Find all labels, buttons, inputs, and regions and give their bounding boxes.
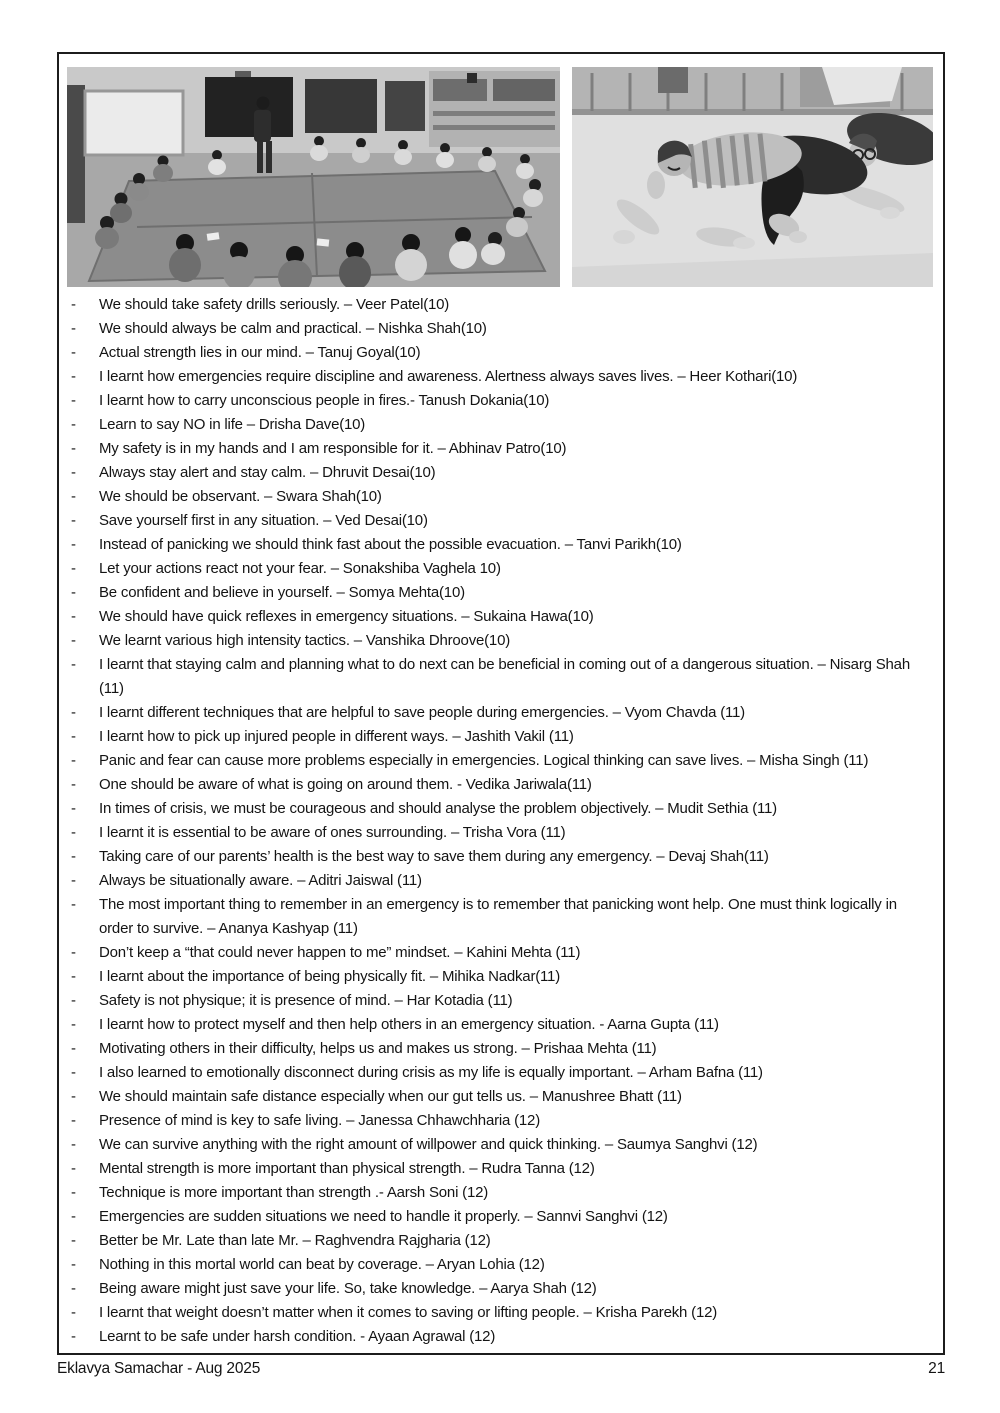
quote-text: I learnt that staying calm and planning what to do next can be beneficial in coming out of a dangerous situation. – Nisarg Shah (11) (99, 656, 910, 697)
quote-item (59, 1325, 943, 1349)
quote-text: Let your actions react not your fear. – Sonakshiba Vaghela 10) (99, 560, 501, 577)
bullet-dash: - (71, 1256, 76, 1273)
quote-item (59, 533, 943, 557)
page-footer (57, 1360, 945, 1378)
classroom-circle-photo (67, 67, 560, 287)
bullet-dash: - (71, 1280, 76, 1297)
quote-text: Safety is not physique; it is presence of mind. – Har Kotadia (11) (99, 992, 513, 1009)
quote-text: Emergencies are sudden situations we need to handle it properly. – Sannvi Sanghvi (12) (99, 1208, 668, 1225)
quote-text: We should maintain safe distance especially when our gut tells us. – Manushree Bhatt (11) (99, 1088, 682, 1105)
bullet-dash: - (71, 1112, 76, 1129)
bullet-dash: - (71, 752, 76, 769)
quote-text: Save yourself first in any situation. – Ved Desai(10) (99, 512, 428, 529)
quote-item (59, 749, 943, 773)
bullet-dash: - (71, 872, 76, 889)
bullet-dash: - (71, 512, 76, 529)
page-number: 21 (928, 1360, 945, 1377)
bullet-dash: - (71, 1016, 76, 1033)
bullet-dash: - (71, 632, 76, 649)
quote-text: In times of crisis, we must be courageous and should analyse the problem objectively. – Mudit Sethia (11) (99, 800, 777, 817)
bullet-dash: - (71, 416, 76, 433)
quote-item (59, 437, 943, 461)
bullet-dash: - (71, 344, 76, 361)
bullet-dash: - (71, 1328, 76, 1345)
bullet-dash: - (71, 1184, 76, 1201)
quote-text: I learnt how to carry unconscious people in fires.- Tanush Dokania(10) (99, 392, 550, 409)
bullet-dash: - (71, 800, 76, 817)
quote-item (59, 389, 943, 413)
quote-text: Always stay alert and stay calm. – Dhruvit Desai(10) (99, 464, 436, 481)
quote-item (59, 1085, 943, 1109)
bullet-dash: - (71, 488, 76, 505)
quote-item (59, 653, 943, 701)
bullet-dash: - (71, 320, 76, 337)
bullet-dash: - (71, 944, 76, 961)
quote-text: I learnt about the importance of being physically fit. – Mihika Nadkar(11) (99, 968, 560, 985)
quote-item (59, 869, 943, 893)
bullet-dash: - (71, 392, 76, 409)
newsletter-title: Eklavya Samachar - Aug 2025 (57, 1360, 261, 1377)
quote-item (59, 1157, 943, 1181)
quote-item (59, 557, 943, 581)
quote-item (59, 581, 943, 605)
quote-item (59, 1205, 943, 1229)
quote-item (59, 1013, 943, 1037)
quote-item (59, 797, 943, 821)
quote-text: Actual strength lies in our mind. – Tanuj Goyal(10) (99, 344, 421, 361)
quote-text: One should be aware of what is going on around them. - Vedika Jariwala(11) (99, 776, 592, 793)
bullet-dash: - (71, 776, 76, 793)
quote-item (59, 1301, 943, 1325)
quote-text: I learnt different techniques that are helpful to save people during emergencies. – Vyom Chavda (11) (99, 704, 745, 721)
photo-row (67, 67, 933, 287)
quote-text: We should always be calm and practical. – Nishka Shah(10) (99, 320, 487, 337)
quote-text: Better be Mr. Late than late Mr. – Raghvendra Rajgharia (12) (99, 1232, 491, 1249)
quote-item (59, 725, 943, 749)
bullet-dash: - (71, 584, 76, 601)
quote-item (59, 461, 943, 485)
quote-text: I also learned to emotionally disconnect during crisis as my life is equally important. – Arham Bafna (11) (99, 1064, 763, 1081)
page-border-frame (57, 52, 945, 1355)
bullet-dash: - (71, 824, 76, 841)
quote-text: Taking care of our parents’ health is the best way to save them during any emergency. – Devaj Shah(11) (99, 848, 769, 865)
quote-item (59, 1109, 943, 1133)
quote-item (59, 773, 943, 797)
quote-text: We learnt various high intensity tactics. – Vanshika Dhroove(10) (99, 632, 511, 649)
quote-item (59, 293, 943, 317)
quote-text: Always be situationally aware. – Aditri Jaiswal (11) (99, 872, 422, 889)
bullet-dash: - (71, 1136, 76, 1153)
quote-text: Nothing in this mortal world can beat by coverage. – Aryan Lohia (12) (99, 1256, 545, 1273)
quote-item (59, 965, 943, 989)
quote-text: Presence of mind is key to safe living. – Janessa Chhawchharia (12) (99, 1112, 540, 1129)
quote-text: Being aware might just save your life. So, take knowledge. – Aarya Shah (12) (99, 1280, 597, 1297)
quote-text: I learnt how emergencies require discipline and awareness. Alertness always saves lives. – Heer Kothari(10) (99, 368, 798, 385)
quote-item (59, 1181, 943, 1205)
quote-text: Panic and fear can cause more problems especially in emergencies. Logical thinking can save lives. – Misha Singh (11) (99, 752, 869, 769)
quote-text: Instead of panicking we should think fast about the possible evacuation. – Tanvi Parikh(10) (99, 536, 682, 553)
bullet-dash: - (71, 440, 76, 457)
bullet-dash: - (71, 368, 76, 385)
bullet-dash: - (71, 536, 76, 553)
quote-item (59, 845, 943, 869)
bullet-dash: - (71, 1304, 76, 1321)
quote-text: Be confident and believe in yourself. – Somya Mehta(10) (99, 584, 465, 601)
bullet-dash: - (71, 608, 76, 625)
quote-item (59, 1229, 943, 1253)
bullet-dash: - (71, 1160, 76, 1177)
quote-item (59, 629, 943, 653)
quote-item (59, 605, 943, 629)
quote-text: My safety is in my hands and I am responsible for it. – Abhinav Patro(10) (99, 440, 567, 457)
bullet-dash: - (71, 1088, 76, 1105)
bullet-dash: - (71, 296, 76, 313)
quote-text: We can survive anything with the right amount of willpower and quick thinking. – Saumya Sanghvi (12) (99, 1136, 758, 1153)
bullet-dash: - (71, 896, 76, 913)
quote-text: I learnt it is essential to be aware of ones surrounding. – Trisha Vora (11) (99, 824, 566, 841)
quote-item (59, 941, 943, 965)
quote-item (59, 1037, 943, 1061)
student-quotes-list (59, 293, 943, 1349)
quote-item (59, 989, 943, 1013)
bullet-dash: - (71, 992, 76, 1009)
quote-item (59, 1277, 943, 1301)
bullet-dash: - (71, 1232, 76, 1249)
quote-item (59, 1133, 943, 1157)
bullet-dash: - (71, 1040, 76, 1057)
quote-item (59, 893, 943, 941)
bullet-dash: - (71, 560, 76, 577)
quote-text: Learn to say NO in life – Drisha Dave(10) (99, 416, 366, 433)
quote-text: Learnt to be safe under harsh condition. - Ayaan Agrawal (12) (99, 1328, 496, 1345)
quote-text: Mental strength is more important than physical strength. – Rudra Tanna (12) (99, 1160, 595, 1177)
quote-text: I learnt that weight doesn’t matter when it comes to saving or lifting people. – Krisha Parekh (12) (99, 1304, 718, 1321)
bullet-dash: - (71, 656, 76, 673)
bullet-dash: - (71, 704, 76, 721)
bullet-dash: - (71, 728, 76, 745)
quote-text: I learnt how to pick up injured people in different ways. – Jashith Vakil (11) (99, 728, 574, 745)
quote-item (59, 485, 943, 509)
quote-item (59, 1253, 943, 1277)
quote-item (59, 1061, 943, 1085)
crawling-drill-photo (572, 67, 933, 287)
quote-item (59, 341, 943, 365)
bullet-dash: - (71, 464, 76, 481)
bullet-dash: - (71, 968, 76, 985)
quote-text: I learnt how to protect myself and then help others in an emergency situation. - Aarna Gupta (11) (99, 1016, 719, 1033)
bullet-dash: - (71, 1064, 76, 1081)
quote-text: We should have quick reflexes in emergency situations. – Sukaina Hawa(10) (99, 608, 594, 625)
quote-text: We should be observant. – Swara Shah(10) (99, 488, 382, 505)
quote-item (59, 413, 943, 437)
quote-item (59, 317, 943, 341)
quote-text: The most important thing to remember in an emergency is to remember that panicking wont help. One must think logically in order to survive. – Ananya Kashyap (11) (99, 896, 897, 937)
bullet-dash: - (71, 1208, 76, 1225)
quote-item (59, 509, 943, 533)
quote-text: Don’t keep a “that could never happen to me” mindset. – Kahini Mehta (11) (99, 944, 581, 961)
quote-item (59, 821, 943, 845)
quote-item (59, 701, 943, 725)
quote-text: Motivating others in their difficulty, helps us and makes us strong. – Prishaa Mehta (11) (99, 1040, 657, 1057)
bullet-dash: - (71, 848, 76, 865)
quote-item (59, 365, 943, 389)
quote-text: We should take safety drills seriously. – Veer Patel(10) (99, 296, 450, 313)
quote-text: Technique is more important than strength .- Aarsh Soni (12) (99, 1184, 489, 1201)
